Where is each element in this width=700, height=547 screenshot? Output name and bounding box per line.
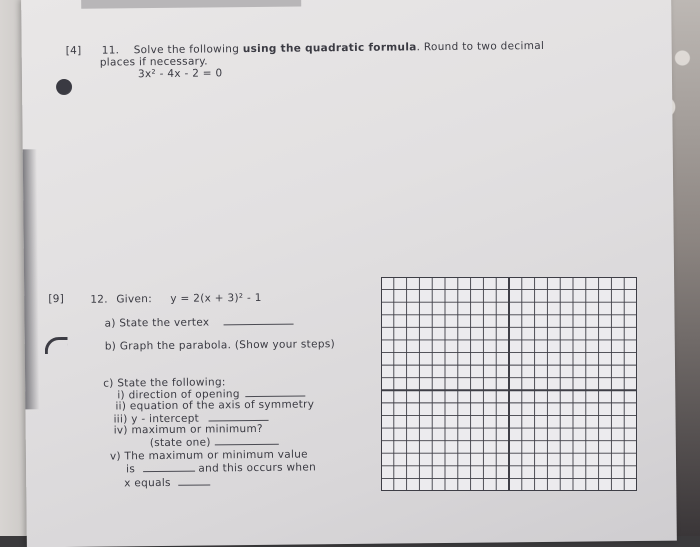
q11-prompt-line1 <box>134 40 545 56</box>
q12-part-c: c) State the following: <box>103 376 226 390</box>
q12-c-iv: iv) maximum or minimum? <box>113 422 263 437</box>
q11-prompt-pre: Solve the following <box>133 43 243 57</box>
q12-c-iii-text: iii) y - intercept <box>113 412 200 426</box>
q12-c-i-text: i) direction of opening <box>117 388 240 402</box>
vertex-answer-blank[interactable] <box>223 315 293 326</box>
q12-given-label: Given: <box>116 293 153 306</box>
y-intercept-answer-blank[interactable] <box>209 411 269 422</box>
q11-equation: 3x² - 4x - 2 = 0 <box>137 67 223 81</box>
direction-answer-blank[interactable] <box>245 386 305 397</box>
x-equals-answer-blank[interactable] <box>178 475 210 485</box>
q12-c-ii: ii) equation of the axis of symmetry <box>115 398 315 413</box>
q12-given-equation: y = 2(x + 3)² - 1 <box>170 291 262 305</box>
q12-c-v-xequals-text: x equals <box>124 476 171 490</box>
q12-c-iv-2-text: (state one) <box>149 436 211 450</box>
q11-marks: [4] <box>65 44 82 57</box>
q11-prompt-line2: places if necessary. <box>99 55 208 69</box>
graph-paper-grid[interactable] <box>381 277 637 491</box>
max-min-answer-blank[interactable] <box>214 435 278 446</box>
max-min-value-answer-blank[interactable] <box>143 462 195 473</box>
q12-number: 12. <box>90 293 108 306</box>
page-curl-mark <box>45 337 68 354</box>
q12-marks: [9] <box>48 292 65 306</box>
q12-c-v-is <box>126 460 316 475</box>
q11-prompt-post: . Round to two decimal <box>416 39 545 54</box>
q11-prompt-bold: using the quadratic formula <box>242 41 417 56</box>
q11-number: 11. <box>101 44 120 57</box>
q12-c-v-is-text: is <box>126 463 136 476</box>
page-fold-shadow <box>23 149 40 409</box>
q12-part-a-text: a) State the vertex <box>104 316 210 330</box>
q12-part-a <box>104 315 293 330</box>
q12-part-b: b) Graph the parabola. (Show your steps) <box>104 338 336 353</box>
q12-c-v: v) The maximum or minimum value <box>109 448 308 463</box>
q12-c-v-xequals <box>124 475 210 489</box>
page-top-strip <box>81 0 301 9</box>
punch-hole <box>56 79 72 95</box>
q12-c-iv-2 <box>150 435 279 449</box>
q12-c-v-occurs-text: and this occurs when <box>198 461 317 475</box>
